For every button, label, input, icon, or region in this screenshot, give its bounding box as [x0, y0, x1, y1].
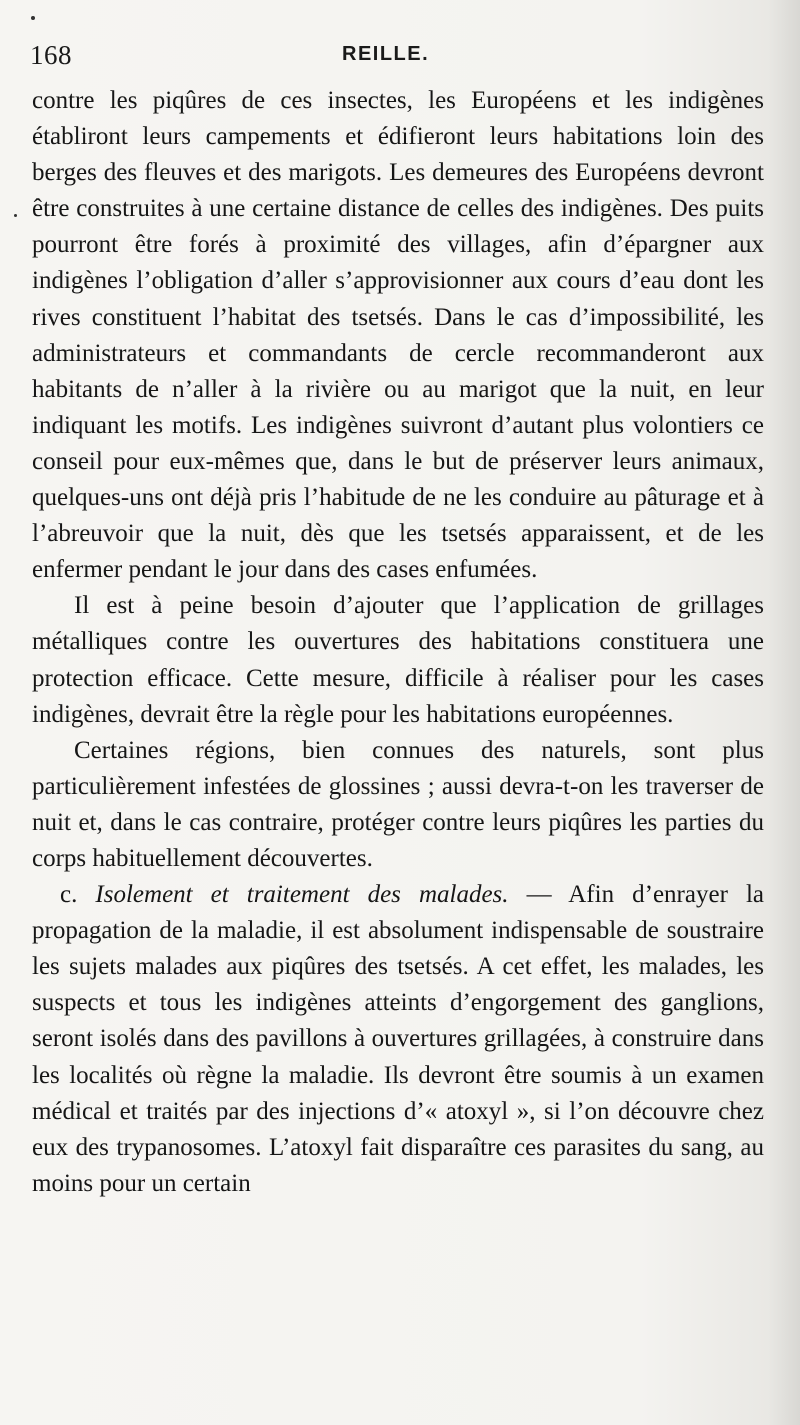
body-text — [32, 83, 764, 1202]
page-number: 168 — [30, 40, 72, 70]
paragraph-3: Certaines régions, bien connues des naturels, sont plus particulièrement infestées de glossines ; aussi devra-t-on les traverser de nuit et, dans le cas contraire, protéger contre leurs piqûres les parties du corps habituellement découvertes. — [32, 736, 764, 872]
section-text: — Afin d’enrayer la propagation de la maladie, il est absolument indispensable de soustraire les sujets malades aux piqûres des tsetsés. A cet effet, les malades, les suspects et tous les indigènes atteints d’engorgement des ganglions, seront isolés dans des pavillons à ouvertures grillagées, à construire dans les localités où règne la maladie. Ils devront être soumis à un examen médical et traités par des injections d’« atoxyl », si l’on découvre chez eux des trypanosomes. L’atoxyl fait disparaître ces parasites du sang, au moins pour un certain — [32, 881, 764, 1197]
section-heading: Isolement et traitement des malades. — [95, 881, 509, 909]
print-speck — [31, 16, 35, 20]
paragraph-2: Il est à peine besoin d’ajouter que l’application de grillages métalliques contre les ouvertures des habitations constituera une protection efficace. Cette mesure, difficile à réaliser pour les cases indigènes, devrait être la règle pour les habitations européennes. — [32, 592, 764, 728]
print-speck — [14, 214, 17, 217]
section-label: c. — [60, 881, 78, 909]
running-head: REILLE. — [342, 43, 430, 65]
paragraph-1: contre les piqûres de ces insectes, les Européens et les indigènes établiront leurs campements et édifieront leurs habitations loin des berges des fleuves et des marigots. Les demeures des Européens devront être construites à une certaine distance de celles des indigènes. Des puits pourront être forés à proximité des villages, afin d’épargner aux indigènes l’obligation d’aller s’approvisionner aux cours d’eau dont les rives constituent l’habitat des tsetsés. Dans le cas d’impossibilité, les administrateurs et commandants de cercle recommanderont aux habitants de n’aller à la rivière ou au marigot que la nuit, en leur indiquant les motifs. Les indigènes suivront d’autant plus volontiers ce conseil pour eux-mêmes que, dans le but de préserver leurs animaux, quelques-uns ont déjà pris l’habitude de ne les conduire au pâturage et à l’abreuvoir que la nuit, dès que les tsetsés apparaissent, et de les enfermer pendant le jour dans des cases enfumées. — [32, 87, 764, 584]
page-header — [30, 40, 770, 80]
paragraph-4 — [32, 877, 764, 1202]
